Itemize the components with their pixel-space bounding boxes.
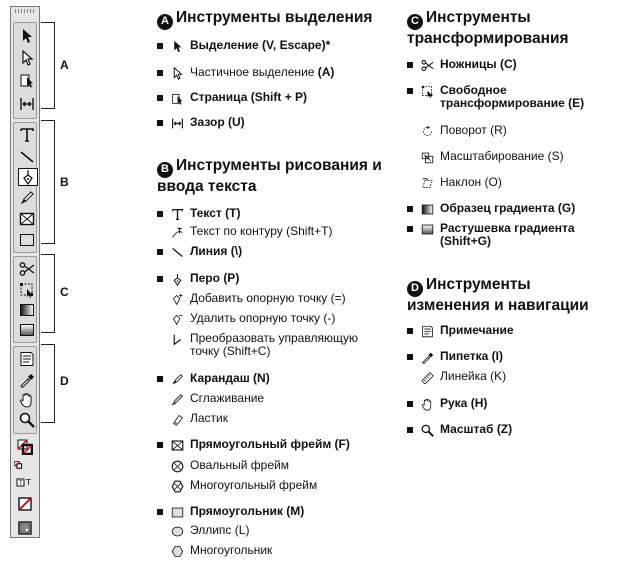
item-pen: Перо (P): [157, 272, 239, 286]
group-c-bracket-top: [41, 254, 55, 255]
type-tool-icon: [169, 207, 185, 221]
item-convert-direction: Преобразовать управляющую точку (Shift+C): [157, 332, 399, 358]
item-measure: Линейка (K): [407, 370, 506, 384]
free-transform-icon[interactable]: [18, 282, 36, 298]
pen-tool-icon[interactable]: [18, 168, 38, 186]
group-d-label: D: [60, 374, 69, 388]
convert-direction-icon: [169, 332, 185, 346]
zoom-tool-icon[interactable]: [18, 412, 36, 428]
item-rotate: Поворот (R): [407, 124, 507, 138]
direct-selection-icon: [169, 66, 185, 80]
line-tool-icon: [169, 245, 185, 259]
item-type-on-path: Текст по контуру (Shift+T): [157, 225, 332, 239]
item-rectangle: Прямоугольник (M): [157, 505, 304, 519]
item-note: Примечание: [407, 324, 514, 338]
section-c-title: Инструменты трансформирования: [407, 9, 569, 47]
item-add-anchor: Добавить опорную точку (=): [157, 292, 346, 306]
section-c-heading: [407, 9, 607, 47]
panel-grip[interactable]: [15, 9, 35, 13]
section-a-badge: A: [157, 14, 173, 30]
hand-tool-icon[interactable]: [18, 392, 36, 408]
group-d-bracket-bottom: [41, 422, 55, 423]
rectangle-tool-icon: [169, 505, 185, 519]
group-d-bracket: [54, 344, 55, 423]
polygon-tool-icon: [169, 544, 185, 558]
gradient-swatch-icon[interactable]: [18, 302, 36, 318]
note-tool-icon: [419, 324, 435, 338]
pen-tool-icon: [169, 272, 185, 286]
zoom-tool-icon: [419, 423, 435, 437]
gradient-feather-icon[interactable]: [18, 322, 36, 338]
gradient-feather-icon: [419, 222, 435, 236]
pencil-tool-icon[interactable]: [18, 190, 36, 206]
item-type: Текст (T): [157, 207, 240, 221]
swap-colors-icon[interactable]: [13, 455, 27, 471]
item-selection: Выделение (V, Escape)*: [157, 39, 330, 53]
item-free-transform: Свободное трансформирование (E): [407, 84, 607, 110]
add-anchor-icon: [169, 292, 185, 306]
item-page: Страница (Shift + P): [157, 91, 307, 105]
type-tool-icon[interactable]: [18, 127, 36, 143]
group-a-bracket-bottom: [41, 108, 55, 109]
rotate-tool-icon: [419, 124, 435, 138]
item-pencil: Карандаш (N): [157, 372, 270, 386]
polygon-frame-icon: [169, 479, 185, 493]
group-a-bracket: [54, 22, 55, 109]
shear-tool-icon: [419, 176, 435, 190]
section-b-heading: [157, 157, 387, 195]
gap-tool-icon[interactable]: [18, 96, 36, 112]
view-mode-icon[interactable]: [16, 520, 34, 536]
group-c-label: C: [60, 285, 69, 299]
hand-tool-icon: [419, 397, 435, 411]
item-gradient-swatch: Образец градиента (G): [407, 202, 575, 216]
toolbar-group-c: [13, 256, 37, 343]
apply-none-icon[interactable]: [16, 496, 34, 512]
delete-anchor-icon: [169, 312, 185, 326]
gap-tool-icon: [169, 116, 185, 130]
section-d-heading: [407, 276, 617, 314]
item-rectangle-frame: Прямоугольный фрейм (F): [157, 438, 350, 452]
group-d-bracket-top: [41, 344, 55, 345]
section-d-badge: D: [407, 281, 423, 297]
toolbar-group-b: [13, 122, 37, 253]
free-transform-icon: [419, 84, 435, 98]
item-smooth: Сглаживание: [157, 392, 264, 406]
section-a-title: Инструменты выделения: [176, 9, 373, 26]
eyedropper-icon: [419, 350, 435, 364]
selection-arrow-icon: [169, 39, 185, 53]
smooth-tool-icon: [169, 392, 185, 406]
item-eraser: Ластик: [157, 412, 228, 426]
selection-arrow-icon[interactable]: [18, 28, 36, 44]
section-b-title: Инструменты рисования и ввода текста: [157, 157, 382, 195]
group-a-label: A: [60, 58, 69, 72]
section-b-badge: B: [157, 162, 173, 178]
item-shear: Наклон (O): [407, 176, 502, 190]
item-zoom: Масштаб (Z): [407, 423, 512, 437]
scale-tool-icon: [419, 150, 435, 164]
item-delete-anchor: Удалить опорную точку (-): [157, 312, 335, 326]
group-c-bracket-bottom: [41, 332, 55, 333]
section-d-title: Инструменты изменения и навигации: [407, 276, 589, 314]
section-a-heading: [157, 9, 387, 30]
rectangle-frame-icon[interactable]: [18, 211, 36, 227]
rectangle-tool-icon[interactable]: [18, 232, 36, 248]
item-gradient-feather: Растушевка градиента (Shift+G): [407, 222, 607, 248]
item-polygon-frame: Многоугольный фрейм: [157, 479, 317, 493]
page-tool-icon[interactable]: [18, 72, 36, 88]
section-c-badge: C: [407, 14, 423, 30]
toolbar-group-a: [13, 22, 37, 119]
direct-selection-icon[interactable]: [18, 50, 36, 66]
page-tool-icon: [169, 91, 185, 105]
item-hand: Рука (H): [407, 397, 487, 411]
eraser-tool-icon: [169, 412, 185, 426]
ellipse-tool-icon: [169, 524, 185, 538]
item-gap: Зазор (U): [157, 116, 245, 130]
gradient-swatch-icon: [419, 202, 435, 216]
formatting-affects-icon[interactable]: [15, 474, 33, 490]
tools-panel: [10, 6, 40, 538]
eyedropper-icon[interactable]: [18, 372, 36, 388]
item-polygon: Многоугольник: [157, 544, 272, 558]
fill-stroke-icon[interactable]: [16, 439, 34, 455]
toolbar-group-d: [13, 346, 37, 434]
rectangle-frame-icon: [169, 438, 185, 452]
type-on-path-icon: [169, 225, 185, 239]
item-ellipse: Эллипс (L): [157, 524, 249, 538]
pencil-tool-icon: [169, 372, 185, 386]
note-tool-icon[interactable]: [18, 351, 36, 367]
item-ellipse-frame: Овальный фрейм: [157, 459, 289, 473]
group-b-bracket-top: [41, 120, 55, 121]
item-scissors: Ножницы (C): [407, 58, 517, 72]
item-scale: Масштабирование (S): [407, 150, 564, 164]
group-c-bracket: [54, 254, 55, 333]
item-line: Линия (\): [157, 245, 242, 259]
group-b-bracket-bottom: [41, 243, 55, 244]
scissors-icon[interactable]: [18, 261, 36, 277]
group-a-bracket-top: [41, 22, 55, 23]
scissors-icon: [419, 58, 435, 72]
item-eyedropper: Пипетка (I): [407, 350, 503, 364]
group-b-label: B: [60, 175, 69, 189]
ellipse-frame-icon: [169, 459, 185, 473]
line-tool-icon[interactable]: [18, 149, 36, 165]
measure-tool-icon: [419, 370, 435, 384]
group-b-bracket: [54, 120, 55, 244]
item-direct-selection: Частичное выделение (A): [157, 66, 334, 80]
